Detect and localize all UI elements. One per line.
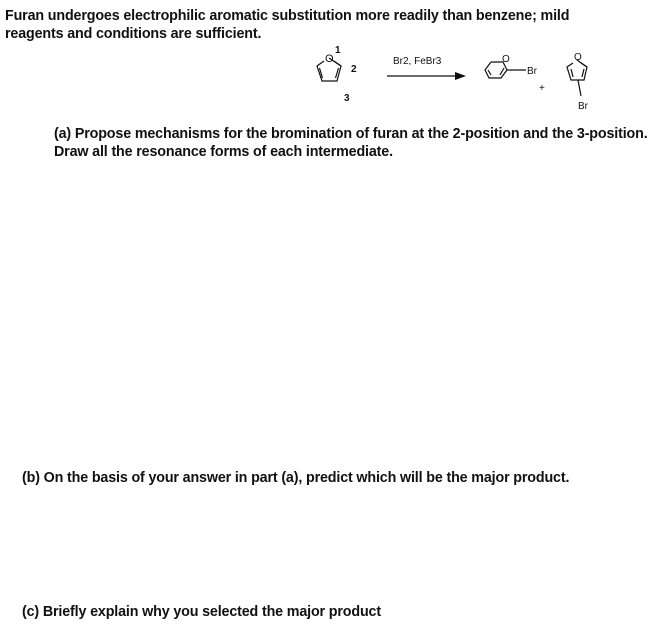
question-a (54, 125, 648, 161)
reactant-position-2-label: 2 (351, 64, 357, 75)
intro-line-2: reagents and conditions are sufficient. (5, 26, 262, 42)
answer-space-a[interactable] (20, 165, 630, 460)
question-a-line-2: Draw all the resonance forms of each intermediate. (54, 144, 393, 160)
reaction-arrow (387, 72, 466, 80)
question-b: (b) On the basis of your answer in part (a), predict which will be the major product. (22, 470, 570, 486)
reactant-position-1-label: 1 (335, 45, 341, 56)
reactant-oxygen-label: O (325, 53, 334, 65)
answer-space-b[interactable] (20, 492, 630, 592)
plus-sign: + (539, 83, 545, 94)
intro-line-1: Furan undergoes electrophilic aromatic substitution more readily than benzene; mild (5, 8, 570, 24)
product-1-oxygen-label: O (502, 54, 510, 65)
product-2-oxygen-label: O (574, 52, 582, 63)
product-2-bromine-label: Br (578, 101, 588, 112)
question-c: (c) Briefly explain why you selected the major product (22, 604, 381, 620)
reactant-position-3-label: 3 (344, 93, 350, 104)
question-a-line-1: (a) Propose mechanisms for the bromination of furan at the 2-position and the 3-position. (54, 126, 648, 142)
reagents-label: Br2, FeBr3 (393, 56, 442, 67)
product-1-bromine-label: Br (527, 66, 537, 77)
reaction-scheme (0, 38, 649, 116)
product-3-bromofuran (567, 60, 587, 96)
